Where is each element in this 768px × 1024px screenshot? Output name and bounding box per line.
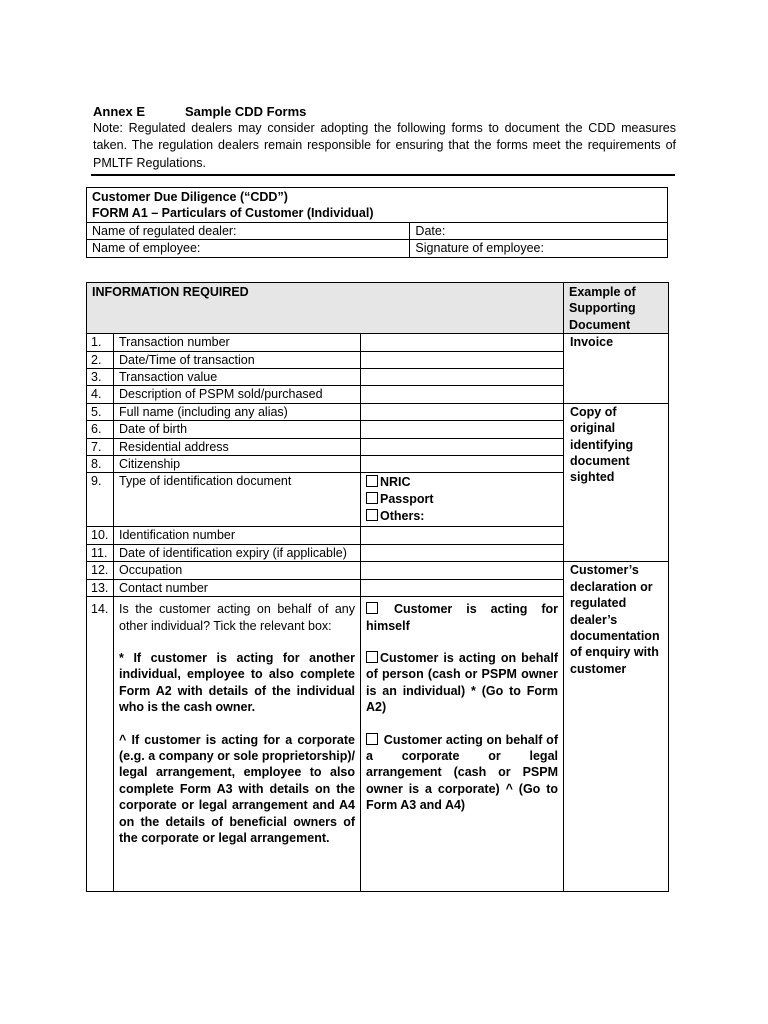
dealer-row (87, 223, 668, 240)
signature-field[interactable]: Signature of employee: (410, 240, 668, 257)
row-label: Residential address (114, 438, 361, 455)
example-declaration: Customer’s declaration or regulated dealer’s documentation of enquiry with customer (564, 562, 669, 892)
answer-cell[interactable] (361, 403, 564, 420)
checkbox-icon[interactable] (366, 509, 378, 521)
answer-cell[interactable] (361, 369, 564, 386)
option-label: Passport (380, 492, 434, 507)
row-number: 5. (87, 403, 114, 420)
row-label: Date of identification expiry (if applicable) (114, 544, 361, 561)
table-header-row (87, 283, 669, 334)
row-number: 6. (87, 421, 114, 438)
row-number: 4. (87, 386, 114, 403)
example-invoice: Invoice (564, 334, 669, 404)
intro-note: Note: Regulated dealers may consider adopting the following forms to document the CDD measures taken. The regulation dealers remain responsible for ensuring that the forms meet the requirements of PMLTF Regulations. (93, 121, 676, 170)
dealer-field[interactable]: Name of regulated dealer: (87, 223, 410, 240)
answer-cell[interactable] (361, 456, 564, 473)
row14-note-individual: * If customer is acting for another individual, employee to also complete Form A2 with details of the individual who is the cash owner. (119, 650, 355, 715)
checkbox-icon[interactable] (366, 602, 378, 614)
option-label: Customer is acting on behalf of person (cash or PSPM owner is an individual) * (Go to Form A2) (366, 650, 558, 715)
row-number: 14. (87, 597, 114, 892)
form-subtitle: FORM A1 – Particulars of Customer (Individual) (92, 206, 374, 220)
option-self[interactable] (366, 601, 558, 634)
option-corporate[interactable] (366, 732, 558, 814)
row-number: 2. (87, 351, 114, 368)
row-label: Citizenship (114, 456, 361, 473)
form-title-cell (87, 188, 668, 223)
row-label: Type of identification document (114, 473, 361, 527)
example-identity: Copy of original identifying document sighted (564, 403, 669, 561)
row-number: 9. (87, 473, 114, 527)
answer-cell[interactable] (361, 438, 564, 455)
row-label: Date of birth (114, 421, 361, 438)
option-label: Others: (380, 509, 425, 524)
form-title: Customer Due Diligence (“CDD”) (92, 190, 288, 204)
checkbox-icon[interactable] (366, 733, 378, 745)
row-number: 3. (87, 369, 114, 386)
answer-cell[interactable] (361, 334, 564, 351)
information-table (86, 282, 669, 892)
row-label: Transaction number (114, 334, 361, 351)
row-label: Occupation (114, 562, 361, 579)
row-label: Identification number (114, 527, 361, 544)
row-number: 8. (87, 456, 114, 473)
row-number: 1. (87, 334, 114, 351)
table-row (87, 562, 669, 579)
employee-row (87, 240, 668, 257)
answer-cell[interactable] (361, 562, 564, 579)
checkbox-icon[interactable] (366, 651, 378, 663)
table-row (87, 403, 669, 420)
row-label: Full name (including any alias) (114, 403, 361, 420)
row-number: 10. (87, 527, 114, 544)
option-label: Customer acting on behalf of a corporate or legal arrangement (cash or PSPM owner is a corporate) ^ (Go to Form A3 and A4) (366, 732, 558, 813)
row-number: 7. (87, 438, 114, 455)
option-passport[interactable] (366, 491, 558, 508)
header-example-cell: Example of Supporting Document (564, 283, 669, 334)
row-label: Date/Time of transaction (114, 351, 361, 368)
employee-field[interactable]: Name of employee: (87, 240, 410, 257)
row-label: Contact number (114, 579, 361, 596)
checkbox-icon[interactable] (366, 475, 378, 487)
annex-heading (93, 103, 676, 120)
annex-label: Annex E (93, 104, 146, 119)
option-individual[interactable] (366, 650, 558, 716)
answer-cell[interactable] (361, 579, 564, 596)
document-header (93, 103, 676, 172)
row-label: Description of PSPM sold/purchased (114, 386, 361, 403)
header-info-cell: INFORMATION REQUIRED (87, 283, 564, 334)
answer-cell[interactable] (361, 544, 564, 561)
option-others[interactable] (366, 508, 558, 525)
table-row (87, 334, 669, 351)
row-number: 11. (87, 544, 114, 561)
row14-note-corporate: ^ If customer is acting for a corporate (e.g. a company or sole proprietorship)/ legal arrangement, employee to also complete Form A3 with details on the corporate or legal arrangement and A4 on the details of beneficial owners of the corporate or legal arrangement. (119, 732, 355, 845)
answer-cell[interactable] (361, 527, 564, 544)
answer-cell[interactable] (361, 386, 564, 403)
answer-cell[interactable] (361, 351, 564, 368)
row14-description (114, 597, 361, 892)
annex-title: Sample CDD Forms (185, 104, 307, 119)
form-title-row (87, 188, 668, 223)
option-label: Customer is acting for himself (366, 602, 558, 633)
header-divider (91, 174, 675, 176)
answer-cell[interactable] (361, 421, 564, 438)
row14-options (361, 597, 564, 892)
row-number: 13. (87, 579, 114, 596)
id-type-options (361, 473, 564, 527)
checkbox-icon[interactable] (366, 492, 378, 504)
row-number: 12. (87, 562, 114, 579)
date-field[interactable]: Date: (410, 223, 668, 240)
option-nric[interactable] (366, 474, 558, 491)
option-label: NRIC (380, 475, 411, 490)
row-label: Transaction value (114, 369, 361, 386)
row14-question: Is the customer acting on behalf of any other individual? Tick the relevant box: (119, 602, 355, 633)
form-header-table (86, 187, 668, 258)
